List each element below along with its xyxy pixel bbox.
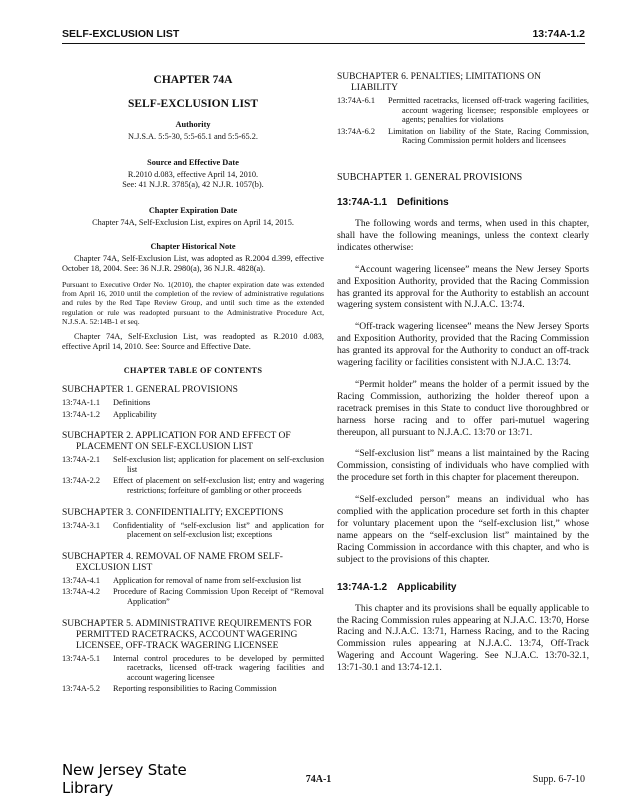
expiration-text: Chapter 74A, Self-Exclusion List, expires on April 14, 2015. [92, 218, 294, 227]
expiration-heading: Chapter Expiration Date [148, 206, 238, 215]
source-line-2: See: 41 N.J.R. 3785(a), 42 N.J.R. 1057(b). [122, 180, 264, 189]
authority-text: N.J.S.A. 5:5-30, 5:5-65.1 and 5:5-65.2. [128, 132, 258, 141]
toc-row: 13:74A-1.2 Applicability [62, 409, 157, 419]
section-1-1-heading [337, 197, 589, 208]
source-line-1: R.2010 d.083, effective April 14, 2010. [127, 170, 259, 179]
toc-row: 13:74A-2.2 Effect of placement on self-exclusion list; entry and wagering restrictions; forfeiture of gambling or other proceeds [62, 476, 324, 495]
right-column [337, 72, 589, 674]
authority-heading: Authority [175, 120, 211, 129]
toc-row: 13:74A-2.1 Self-exclusion list; application for placement on self-exclusion list [62, 455, 324, 474]
toc-subchapter-3: SUBCHAPTER 3. CONFIDENTIALITY; EXCEPTIONS [62, 507, 284, 518]
header-title: SELF-EXCLUSION LIST [62, 28, 180, 40]
history-paragraph-1: Chapter 74A, Self-Exclusion List, was adopted as R.2004 d.399, effective October 18, 2004. See: 36 N.J.R. 2980(a), 36 N.J.R. 4828(a). [62, 254, 324, 273]
history-heading: Chapter Historical Note [150, 242, 236, 251]
section-title: Applicability [397, 581, 457, 593]
section-1-2-heading [337, 582, 589, 593]
definition-paragraph: “Account wagering licensee” means the New Jersey Sports and Exposition Authority, provided that the Racing Commission has granted its approval for the Authority to establish an account wagering system consistent with N.J.A.C. 13:74. [337, 263, 589, 311]
toc-row: 13:74A-6.1 Permitted racetracks, licensed off-track wagering facilities, account wagering licensee; responsible employees or agents; penalties for violations [337, 96, 589, 125]
page-number: 74A-1 [305, 773, 332, 785]
toc-row: 13:74A-5.1 Internal control procedures to be developed by permitted racetracks, licensed off-track wagering facilities and account wagering licensee [62, 653, 324, 682]
library-logo: New Jersey State Library [62, 761, 187, 797]
toc-subchapter-4: SUBCHAPTER 4. REMOVAL OF NAME FROM SELF-EXCLUSION LIST [62, 551, 283, 573]
source-heading: Source and Effective Date [147, 158, 239, 167]
toc-row: 13:74A-1.1 Definitions [62, 398, 151, 408]
applicability-text: This chapter and its provisions shall be equally applicable to the Racing Commission rules appearing at N.J.A.C. 13:70, Horse Racing and N.J.A.C. 13:71, Harness Racing, and to the Racing Commission rules appearing at N.J.A.C. 13:74, Off-Track Wagering and Account Wagering. See N.J.A.C. 13:70-32.1, 13:71-30.1 and 13:74-12.1. [337, 602, 589, 674]
subchapter-1-heading: SUBCHAPTER 1. GENERAL PROVISIONS [337, 171, 523, 183]
toc-row: 13:74A-4.2 Procedure of Racing Commission Upon Receipt of “Removal Application” [62, 587, 324, 606]
definitions-intro: The following words and terms, when used in this chapter, shall have the following meanings, unless the context clearly indicates otherwise: [337, 217, 589, 253]
chapter-number: CHAPTER 74A [153, 74, 233, 86]
toc-subchapter-1: SUBCHAPTER 1. GENERAL PROVISIONS [62, 385, 238, 396]
history-paragraph-3: Chapter 74A, Self-Exclusion List, was readopted as R.2010 d.083, effective April 14, 2010. See: Source and Effective Date. [62, 332, 324, 352]
toc-row: 13:74A-6.2 Limitation on liability of the State, Racing Commission, Racing Commission permit holders and licensees [337, 126, 589, 146]
toc-subchapter-6: SUBCHAPTER 6. PENALTIES; LIMITATIONS ON LIABILITY [337, 72, 541, 93]
history-paragraph-2: Pursuant to Executive Order No. 1(2010), the chapter expiration date was extended from April 16, 2010 until the completion of the review of administrative regulations and rules by the Red Tape Review Group, and until such time as the extended regulation or rule was readopted pursuant to the Administrative Procedure Act, N.J.S.A. 52:14B-1 et seq. [62, 280, 324, 326]
definition-paragraph: “Self-exclusion list” means a list maintained by the Racing Commission, consisting of individuals who have complied with the procedure set forth in this chapter for placement thereupon. [337, 448, 589, 484]
toc-row: 13:74A-4.1 Application for removal of name from self-exclusion list [62, 575, 302, 585]
toc-subchapter-5: SUBCHAPTER 5. ADMINISTRATIVE REQUIREMENTS FOR PERMITTED RACETRACKS, ACCOUNT WAGERING LICENSEE, OFF-TRACK WAGERING LICENSEE [62, 618, 312, 651]
definition-paragraph: “Permit holder” means the holder of a permit issued by the Racing Commission, authorizing the holder thereof upon a racetrack premises in this State to conduct live thoroughbred or harness horse racing and to offer pari-mutuel wagering thereupon, all pursuant to N.J.A.C. 13:70 or 13:71. [337, 378, 589, 438]
toc-row: 13:74A-5.2 Reporting responsibilities to Racing Commission [62, 684, 277, 694]
chapter-title: SELF-EXCLUSION LIST [127, 98, 259, 110]
page-footer [62, 761, 585, 797]
running-header [62, 22, 585, 44]
definition-paragraph: “Self-excluded person” means an individual who has complied with the application procedure set forth in this chapter for voluntary placement upon the “self-exclusion list,” whose name appears on the “self-exclusion list” maintained by the Racing Commission in accordance with this chapter, and who is subject to the provisions of this chapter. [337, 494, 589, 565]
section-title: Definitions [397, 196, 449, 208]
section-number: 13:74A-1.2 [337, 581, 388, 593]
toc-subchapter-2: SUBCHAPTER 2. APPLICATION FOR AND EFFECT OF PLACEMENT ON SELF-EXCLUSION LIST [62, 431, 291, 453]
toc-row: 13:74A-3.1 Confidentiality of “self-exclusion list” and application for placement on self-exclusion list; exceptions [62, 520, 324, 540]
section-number: 13:74A-1.1 [337, 196, 388, 208]
toc-heading: CHAPTER TABLE OF CONTENTS [123, 366, 263, 376]
header-section: 13:74A-1.2 [532, 28, 585, 40]
left-column [62, 62, 324, 694]
definition-paragraph: “Off-track wagering licensee” means the New Jersey Sports and Exposition Authority, provided that the Racing Commission has granted its approval for the Authority to conduct an off-track wagering facility or facilities consistent with N.J.A.C. 13:74. [337, 321, 589, 369]
supplement-date: Supp. 6-7-10 [532, 773, 585, 785]
